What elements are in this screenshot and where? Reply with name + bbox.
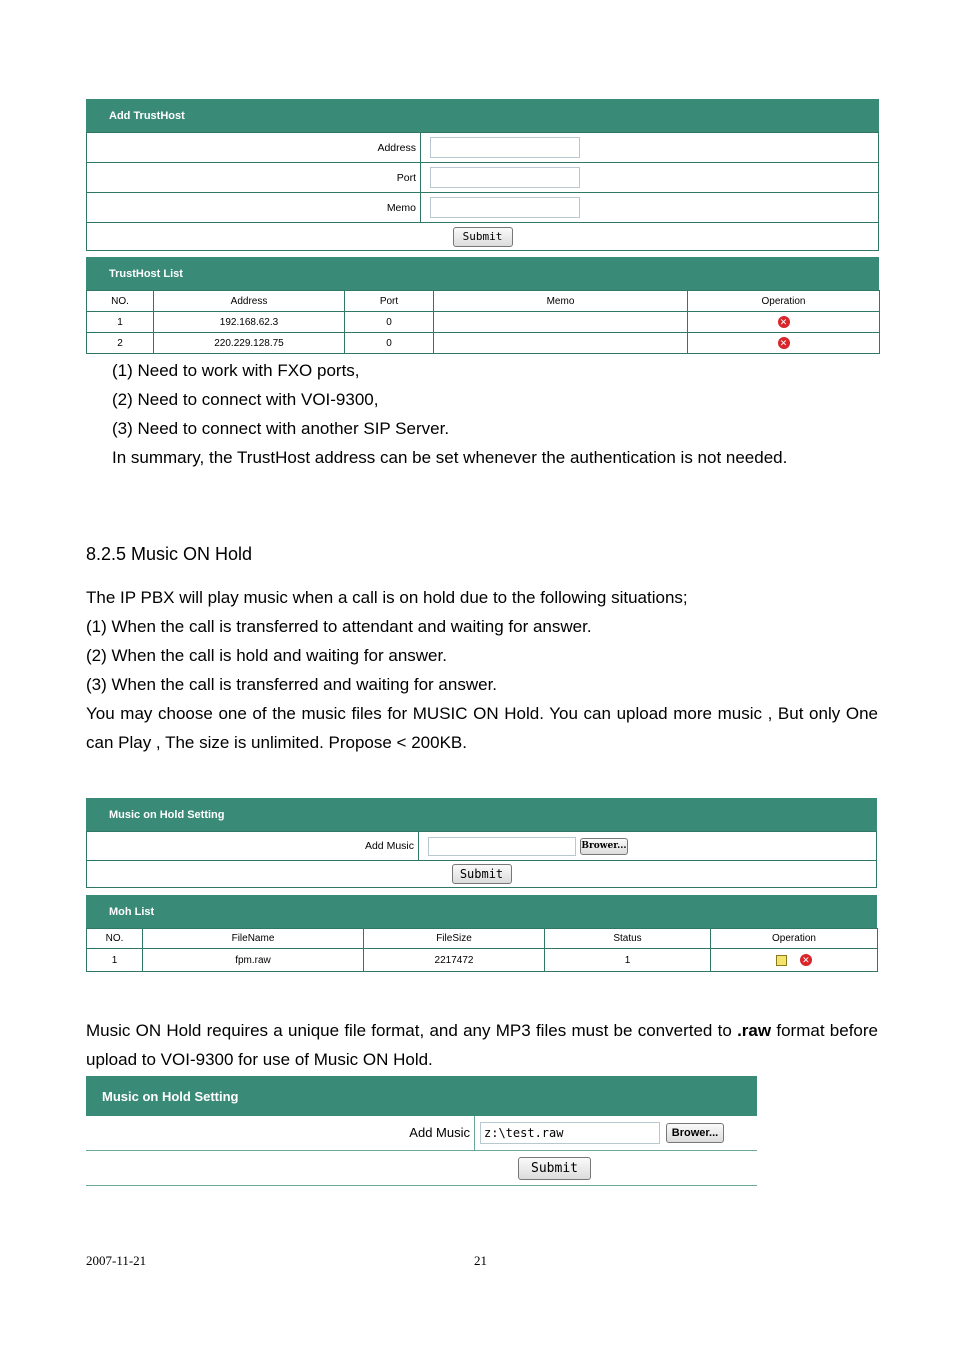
column-header: Status xyxy=(545,929,711,949)
section-item-1: (1) When the call is transferred to attendant and waiting for answer. xyxy=(86,617,592,636)
section-heading: 8.2.5 Music ON Hold xyxy=(86,544,253,564)
note-3: (3) Need to connect with another SIP Server. xyxy=(112,419,450,438)
memo-label: Memo xyxy=(87,193,421,222)
moh-submit-button[interactable]: Submit xyxy=(452,864,512,884)
add-music2-row xyxy=(86,1116,757,1151)
column-header: NO. xyxy=(87,291,154,312)
section-item-2: (2) When the call is hold and waiting for answer. xyxy=(86,646,447,665)
column-header: Port xyxy=(345,291,434,312)
column-header: FileName xyxy=(143,929,364,949)
column-header: FileSize xyxy=(364,929,545,949)
note-1: (1) Need to work with FXO ports, xyxy=(112,361,360,380)
row-port: 0 xyxy=(345,333,434,354)
moh-submit-row xyxy=(86,861,877,888)
memo-row xyxy=(86,193,879,223)
add-trusthost-header xyxy=(86,99,879,132)
row-operation xyxy=(688,333,880,354)
add-music-input[interactable] xyxy=(428,837,576,856)
note-summary: In summary, the TrustHost address can be set whenever the authentication is not needed. xyxy=(112,448,788,467)
table-header-row xyxy=(87,291,880,312)
trusthost-list-title: TrustHost List xyxy=(109,267,183,280)
address-input[interactable] xyxy=(430,137,580,158)
row-status: 1 xyxy=(545,949,711,972)
add-music-row xyxy=(86,832,877,861)
browse-button[interactable]: Brower... xyxy=(580,838,628,855)
section-body xyxy=(86,583,878,757)
moh-list-title: Moh List xyxy=(109,905,155,918)
delete-icon[interactable]: ✕ xyxy=(778,337,790,349)
trusthost-table xyxy=(86,290,880,354)
row-port: 0 xyxy=(345,312,434,333)
column-header: NO. xyxy=(87,929,143,949)
browse2-button[interactable]: Brower... xyxy=(666,1123,724,1143)
section-intro: The IP PBX will play music when a call is on hold due to the following situations; xyxy=(86,588,688,607)
row-address: 220.229.128.75 xyxy=(154,333,345,354)
edit-icon[interactable] xyxy=(776,955,787,966)
add-trusthost-title: Add TrustHost xyxy=(109,109,185,122)
column-header: Operation xyxy=(688,291,880,312)
add-music-label: Add Music xyxy=(87,832,419,860)
trusthost-form xyxy=(86,132,879,251)
format-note xyxy=(86,1016,878,1074)
row-memo xyxy=(434,312,688,333)
row-filesize: 2217472 xyxy=(364,949,545,972)
row-address: 192.168.62.3 xyxy=(154,312,345,333)
row-number: 1 xyxy=(87,949,143,972)
moh-form xyxy=(86,831,877,888)
moh-setting-title: Music on Hold Setting xyxy=(109,808,225,821)
column-header: Memo xyxy=(434,291,688,312)
delete-icon[interactable]: ✕ xyxy=(778,316,790,328)
row-operation xyxy=(711,949,878,972)
section-item-3: (3) When the call is transferred and waiting for answer. xyxy=(86,675,498,694)
port-input[interactable] xyxy=(430,167,580,188)
moh-setting-header xyxy=(86,798,877,831)
row-filename: fpm.raw xyxy=(143,949,364,972)
moh-table xyxy=(86,928,878,972)
trusthost-submit-button[interactable]: Submit xyxy=(453,227,513,247)
moh-list-header xyxy=(86,895,877,928)
memo-input[interactable] xyxy=(430,197,580,218)
address-label: Address xyxy=(87,133,421,162)
submit-row xyxy=(86,223,879,251)
page-number: 21 xyxy=(474,1253,487,1268)
footer-date: 2007-11-21 xyxy=(86,1253,147,1268)
add-music2-label: Add Music xyxy=(86,1116,475,1150)
trusthost-list-header xyxy=(86,257,879,290)
table-row xyxy=(87,312,880,333)
table-row xyxy=(87,333,880,354)
format-note-after: format before upload to VOI-9300 for use of Music ON Hold. xyxy=(86,1021,879,1069)
port-label: Port xyxy=(87,163,421,192)
section-paragraph: You may choose one of the music files for MUSIC ON Hold. You can upload more music , But only One can Play , The size is unlimited. Propose < 200KB. xyxy=(86,704,878,752)
format-note-bold: .raw xyxy=(737,1021,772,1040)
row-memo xyxy=(434,333,688,354)
format-note-before: Music ON Hold requires a unique file format, and any MP3 files must be converted to xyxy=(86,1021,738,1040)
moh-submit2-button[interactable]: Submit xyxy=(518,1157,591,1180)
moh-form2 xyxy=(86,1116,757,1186)
moh-setting2-header xyxy=(86,1076,757,1116)
column-header: Operation xyxy=(711,929,878,949)
port-row xyxy=(86,163,879,193)
row-number: 1 xyxy=(87,312,154,333)
row-operation xyxy=(688,312,880,333)
add-music2-input[interactable]: z:\test.raw xyxy=(480,1122,660,1144)
delete-icon[interactable]: ✕ xyxy=(800,954,812,966)
address-row xyxy=(86,133,879,163)
row-number: 2 xyxy=(87,333,154,354)
table-header-row xyxy=(87,929,878,949)
moh-setting2-title: Music on Hold Setting xyxy=(102,1088,239,1104)
note-2: (2) Need to connect with VOI-9300, xyxy=(112,390,379,409)
column-header: Address xyxy=(154,291,345,312)
notes xyxy=(112,356,882,472)
table-row xyxy=(87,949,878,972)
moh-submit2-row xyxy=(86,1151,757,1186)
